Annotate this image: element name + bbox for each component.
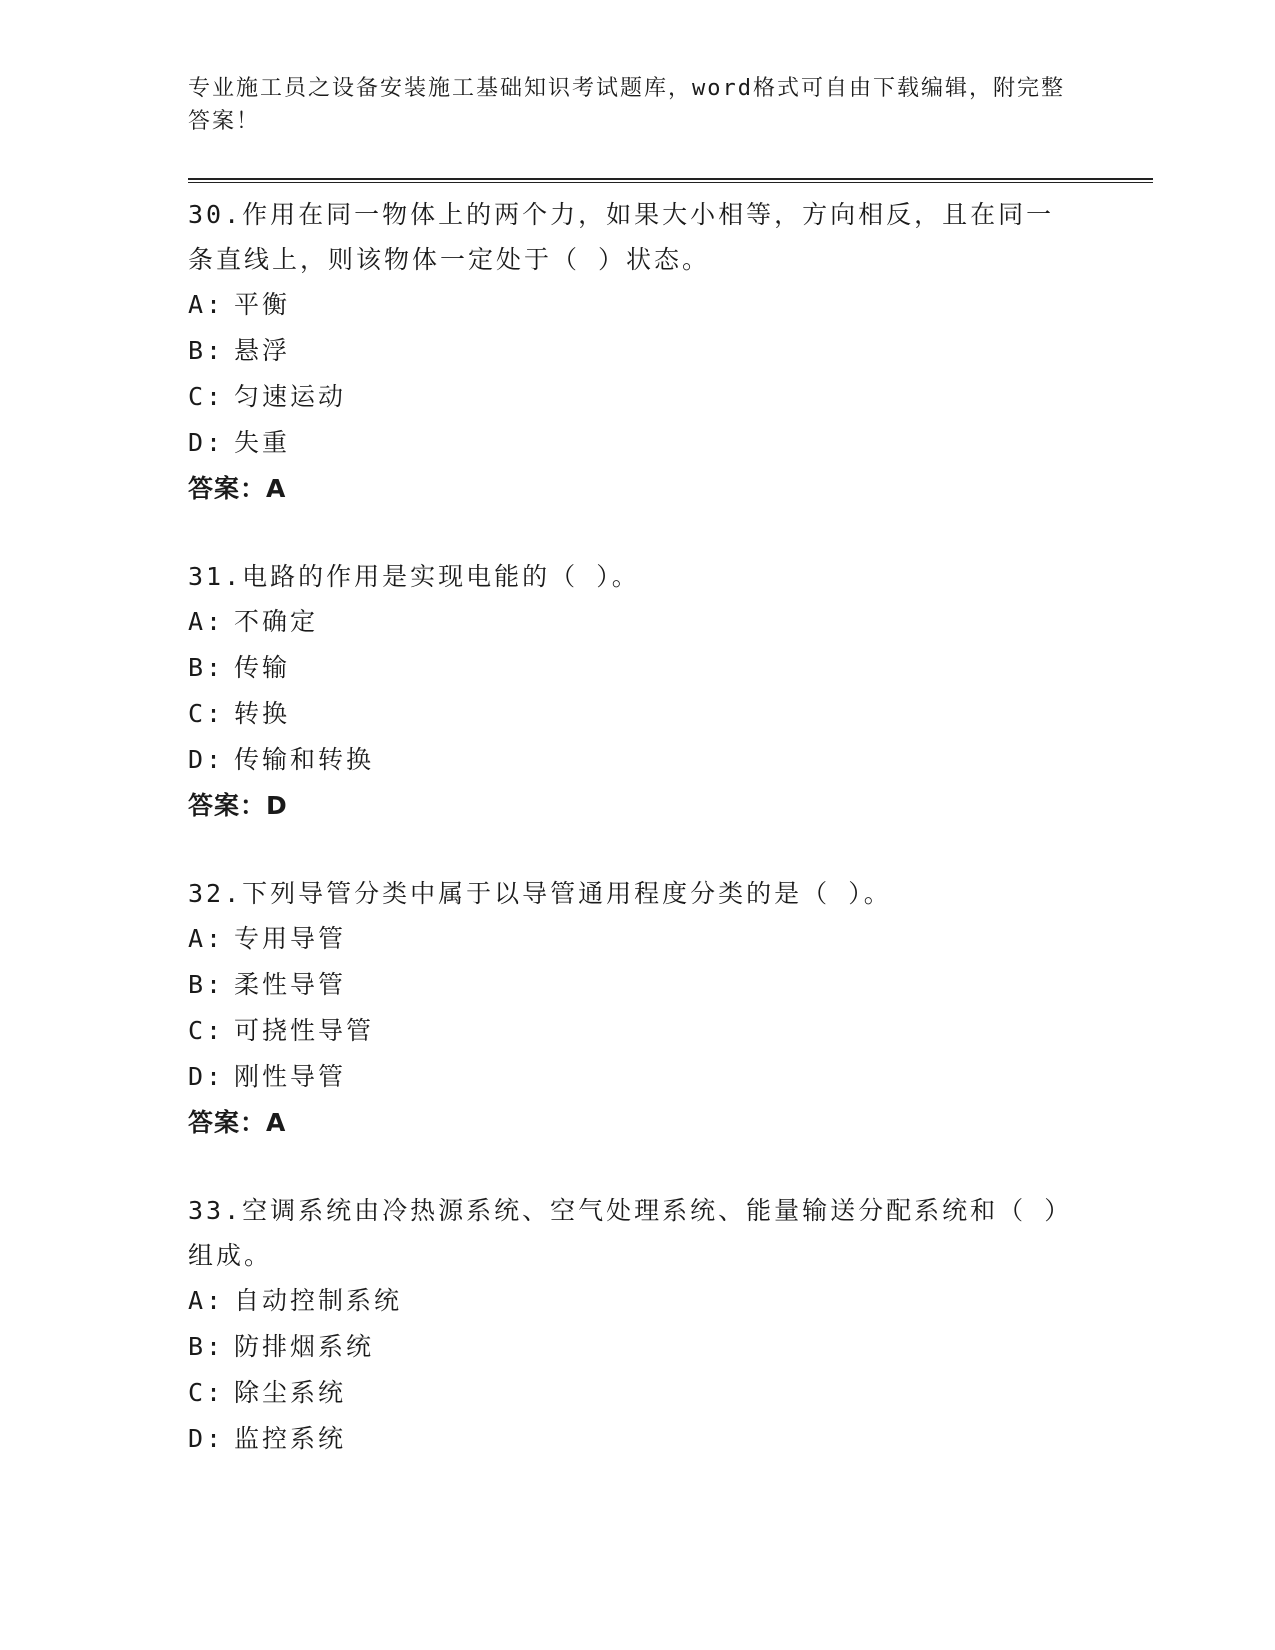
option-letter: B:	[188, 970, 225, 999]
option-text: 刚性导管	[234, 1062, 347, 1091]
option-letter: D:	[188, 1424, 225, 1453]
answer-line: 答案：A	[188, 1108, 287, 1137]
question-stem: 31.电路的作用是实现电能的（ ）。	[188, 562, 640, 591]
option-letter: A:	[188, 607, 225, 636]
option-text: 平衡	[234, 290, 291, 319]
option-text: 防排烟系统	[234, 1332, 375, 1361]
answer-line: 答案：A	[188, 474, 287, 503]
option-letter: A:	[188, 924, 225, 953]
question-stem: 33.空调系统由冷热源系统、空气处理系统、能量输送分配系统和（ ）组成。	[188, 1196, 1060, 1270]
option-d	[188, 1054, 1068, 1100]
option-a	[188, 916, 1068, 962]
option-letter: C:	[188, 1378, 225, 1407]
option-letter: C:	[188, 382, 225, 411]
option-text: 传输	[234, 653, 291, 682]
option-text: 除尘系统	[234, 1378, 347, 1407]
option-letter: A:	[188, 290, 225, 319]
question-stem: 32.下列导管分类中属于以导管通用程度分类的是（ ）。	[188, 879, 892, 908]
option-text: 监控系统	[234, 1424, 347, 1453]
option-d	[188, 737, 1068, 783]
option-letter: D:	[188, 428, 225, 457]
option-text: 柔性导管	[234, 970, 347, 999]
option-text: 匀速运动	[234, 382, 347, 411]
option-text: 自动控制系统	[234, 1286, 403, 1315]
question-32	[188, 871, 1068, 1146]
option-c	[188, 691, 1068, 737]
option-text: 不确定	[234, 607, 319, 636]
option-b	[188, 328, 1068, 374]
header-divider	[188, 178, 1153, 183]
question-33	[188, 1188, 1068, 1462]
option-b	[188, 1324, 1068, 1370]
question-30	[188, 192, 1068, 512]
option-c	[188, 1008, 1068, 1054]
option-d	[188, 1416, 1068, 1462]
question-31	[188, 554, 1068, 829]
option-text: 失重	[234, 428, 291, 457]
option-text: 转换	[234, 699, 291, 728]
option-d	[188, 420, 1068, 466]
option-c	[188, 374, 1068, 420]
option-b	[188, 645, 1068, 691]
document-header: 专业施工员之设备安装施工基础知识考试题库，word格式可自由下载编辑，附完整答案！	[188, 76, 1065, 134]
option-text: 可挠性导管	[234, 1016, 375, 1045]
option-letter: B:	[188, 336, 225, 365]
option-a	[188, 282, 1068, 328]
option-letter: C:	[188, 699, 225, 728]
option-letter: D:	[188, 1062, 225, 1091]
option-text: 专用导管	[234, 924, 347, 953]
answer-line: 答案：D	[188, 791, 288, 820]
option-text: 悬浮	[234, 336, 291, 365]
option-text: 传输和转换	[234, 745, 375, 774]
question-stem: 30.作用在同一物体上的两个力，如果大小相等，方向相反，且在同一条直线上，则该物体一定处于（ ）状态。	[188, 200, 1055, 274]
option-letter: C:	[188, 1016, 225, 1045]
question-list	[188, 192, 1068, 1504]
option-a	[188, 599, 1068, 645]
option-letter: A:	[188, 1286, 225, 1315]
option-c	[188, 1370, 1068, 1416]
option-letter: B:	[188, 1332, 225, 1361]
option-letter: B:	[188, 653, 225, 682]
option-b	[188, 962, 1068, 1008]
option-letter: D:	[188, 745, 225, 774]
option-a	[188, 1278, 1068, 1324]
